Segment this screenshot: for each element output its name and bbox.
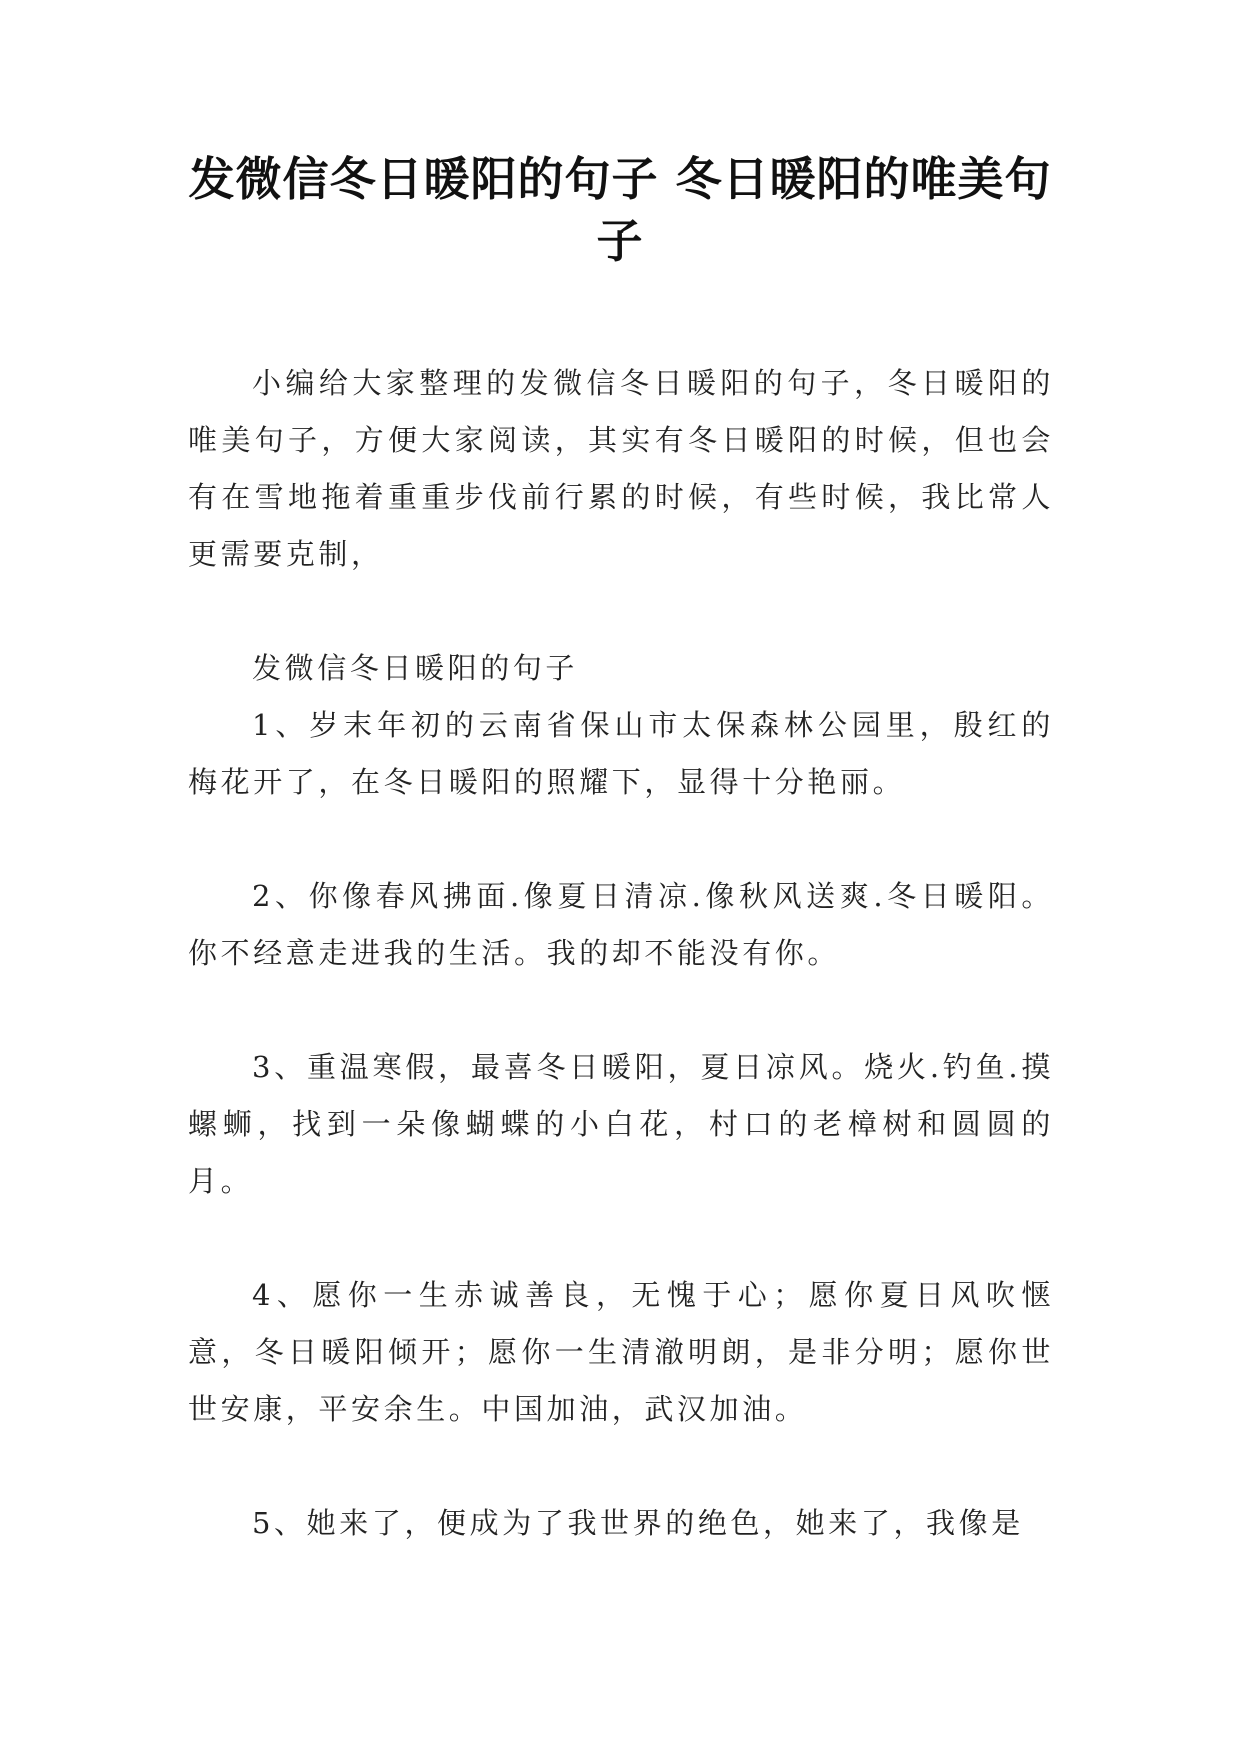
document-body bbox=[188, 355, 1054, 1552]
paragraph-gap bbox=[188, 1438, 1054, 1495]
intro-paragraph: 小编给大家整理的发微信冬日暖阳的句子，冬日暖阳的唯美句子，方便大家阅读，其实有冬日暖阳的时候，但也会有在雪地拖着重重步伐前行累的时候，有些时候，我比常人更需要克制， bbox=[188, 366, 1054, 571]
list-item: 2、你像春风拂面.像夏日清凉.像秋风送爽.冬日暖阳。你不经意走进我的生活。我的却不能没有你。 bbox=[188, 879, 1054, 970]
list-item: 4、愿你一生赤诚善良，无愧于心；愿你夏日风吹惬意，冬日暖阳倾开；愿你一生清澈明朗，是非分明；愿你世世安康，平安余生。中国加油，武汉加油。 bbox=[188, 1278, 1054, 1426]
list-item: 1、岁末年初的云南省保山市太保森林公园里，殷红的梅花开了，在冬日暖阳的照耀下，显得十分艳丽。 bbox=[188, 708, 1054, 799]
section-heading: 发微信冬日暖阳的句子 bbox=[252, 651, 579, 685]
paragraph-gap bbox=[188, 583, 1054, 640]
list-item: 3、重温寒假，最喜冬日暖阳，夏日凉风。烧火.钓鱼.摸螺蛳，找到一朵像蝴蝶的小白花，村口的老樟树和圆圆的月。 bbox=[188, 1050, 1054, 1198]
paragraph-gap bbox=[188, 1210, 1054, 1267]
list-item: 5、她来了，便成为了我世界的绝色，她来了，我像是 bbox=[252, 1506, 1024, 1540]
paragraph-gap bbox=[188, 811, 1054, 868]
document-title: 发微信冬日暖阳的句子 冬日暖阳的唯美句子 bbox=[188, 152, 1052, 268]
paragraph-gap bbox=[188, 982, 1054, 1039]
